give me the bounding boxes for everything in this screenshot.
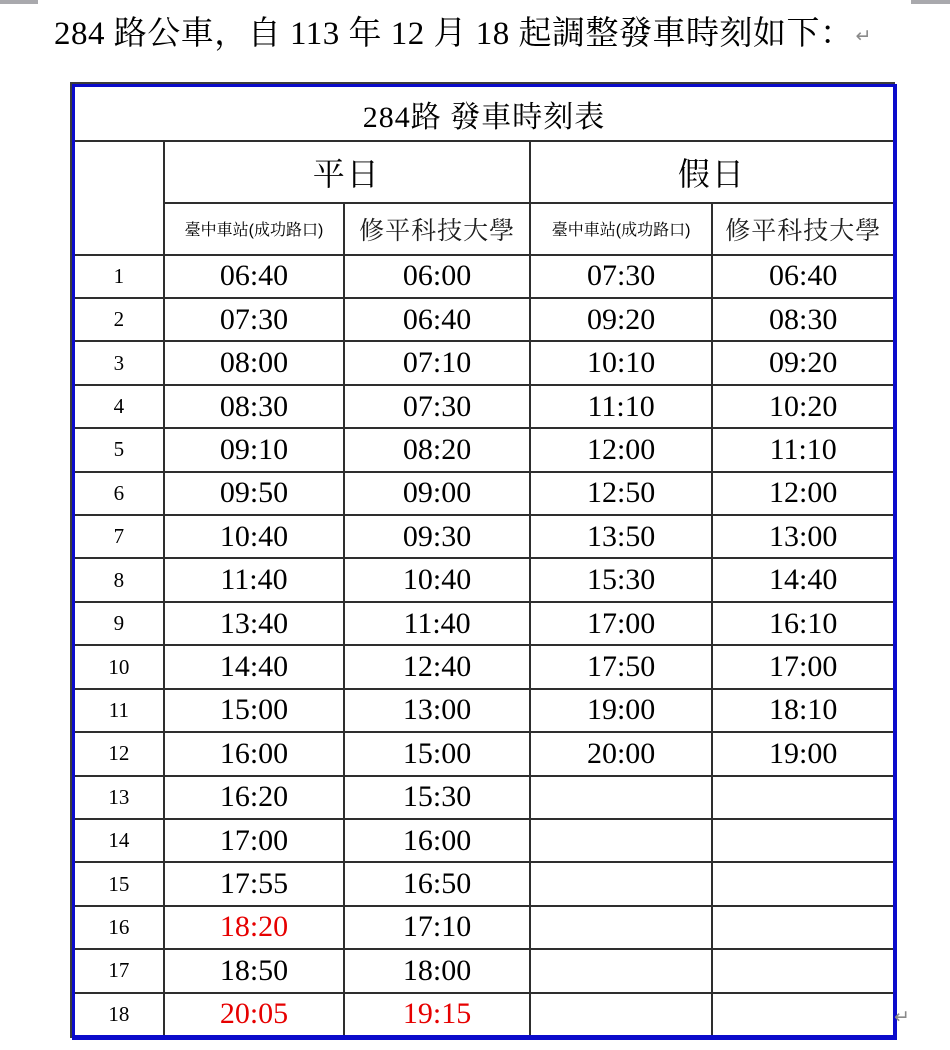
time-cell: 13:00: [344, 689, 530, 732]
time-cell: 09:30: [344, 515, 530, 558]
time-cell: 16:10: [712, 602, 893, 645]
holiday-group-header: 假日: [530, 141, 893, 203]
time-cell: 06:40: [164, 255, 345, 298]
time-cell: 10:10: [530, 341, 713, 384]
time-cell: 10:20: [712, 385, 893, 428]
table-row: [75, 515, 893, 558]
time-cell: 11:40: [344, 602, 530, 645]
time-cell: 18:00: [344, 949, 530, 992]
holiday-station-hust-header: 修平科技大學: [712, 203, 893, 255]
time-cell: 17:10: [344, 906, 530, 949]
time-cell: 06:40: [344, 298, 530, 341]
time-cell: 12:00: [530, 428, 713, 471]
table-row: [75, 993, 893, 1035]
time-cell: [712, 819, 893, 862]
table-row: [75, 819, 893, 862]
row-number: 18: [75, 993, 164, 1035]
time-cell: 18:20: [164, 906, 345, 949]
time-cell: [530, 993, 713, 1035]
time-cell: 07:30: [530, 255, 713, 298]
table-row: [75, 428, 893, 471]
table-row: [75, 255, 893, 298]
paragraph-return-mark-bottom: ↵: [894, 1006, 910, 1028]
window-edge-fragment-left: [0, 0, 38, 4]
time-cell: 14:40: [164, 645, 345, 688]
time-cell: 07:10: [344, 341, 530, 384]
time-cell: [530, 776, 713, 819]
time-cell: 08:00: [164, 341, 345, 384]
row-number: 10: [75, 645, 164, 688]
table-row: [75, 645, 893, 688]
time-cell: 07:30: [344, 385, 530, 428]
timetable-body: [75, 255, 893, 1035]
time-cell: [530, 819, 713, 862]
time-cell: 17:50: [530, 645, 713, 688]
time-cell: 17:55: [164, 862, 345, 905]
row-number: 16: [75, 906, 164, 949]
time-cell: 15:30: [344, 776, 530, 819]
time-cell: 19:00: [530, 689, 713, 732]
holiday-station-taichung-header: 臺中車站(成功路口): [530, 203, 713, 255]
time-cell: 16:50: [344, 862, 530, 905]
time-cell: 09:20: [712, 341, 893, 384]
time-cell: 12:40: [344, 645, 530, 688]
row-number: 8: [75, 558, 164, 601]
time-cell: 06:00: [344, 255, 530, 298]
time-cell: 16:00: [344, 819, 530, 862]
time-cell: 09:00: [344, 472, 530, 515]
time-cell: [712, 776, 893, 819]
day-group-row: [75, 141, 893, 203]
time-cell: 14:40: [712, 558, 893, 601]
time-cell: 15:00: [164, 689, 345, 732]
timetable-grid: [75, 87, 893, 1035]
time-cell: 11:10: [530, 385, 713, 428]
time-cell: [530, 906, 713, 949]
row-number: 15: [75, 862, 164, 905]
table-row: [75, 385, 893, 428]
announcement-text: [54, 12, 934, 58]
time-cell: 06:40: [712, 255, 893, 298]
time-cell: 20:05: [164, 993, 345, 1035]
table-row: [75, 602, 893, 645]
timetable: [72, 84, 897, 1040]
weekday-station-hust-header: 修平科技大學: [344, 203, 530, 255]
table-row: [75, 949, 893, 992]
time-cell: 10:40: [344, 558, 530, 601]
row-number: 3: [75, 341, 164, 384]
time-cell: 08:30: [164, 385, 345, 428]
time-cell: [712, 949, 893, 992]
timetable-title: 284路 發車時刻表: [75, 87, 893, 141]
row-number: 12: [75, 732, 164, 775]
time-cell: 13:40: [164, 602, 345, 645]
time-cell: 10:40: [164, 515, 345, 558]
table-row: [75, 558, 893, 601]
time-cell: [530, 862, 713, 905]
time-cell: 17:00: [164, 819, 345, 862]
time-cell: 17:00: [530, 602, 713, 645]
weekday-group-header: 平日: [164, 141, 530, 203]
row-number: 7: [75, 515, 164, 558]
time-cell: [712, 993, 893, 1035]
time-cell: 09:10: [164, 428, 345, 471]
row-number: 13: [75, 776, 164, 819]
row-number: 6: [75, 472, 164, 515]
time-cell: 19:00: [712, 732, 893, 775]
time-cell: 13:50: [530, 515, 713, 558]
row-number: 2: [75, 298, 164, 341]
time-cell: [712, 862, 893, 905]
row-number: 4: [75, 385, 164, 428]
time-cell: [712, 906, 893, 949]
time-cell: 13:00: [712, 515, 893, 558]
table-row: [75, 298, 893, 341]
time-cell: 18:10: [712, 689, 893, 732]
time-cell: 12:00: [712, 472, 893, 515]
timetable-title-row: [75, 87, 893, 141]
row-number: 9: [75, 602, 164, 645]
time-cell: 12:50: [530, 472, 713, 515]
row-number: 14: [75, 819, 164, 862]
time-cell: 09:20: [530, 298, 713, 341]
row-number: 5: [75, 428, 164, 471]
time-cell: [530, 949, 713, 992]
corner-cell: [75, 141, 164, 254]
time-cell: 08:30: [712, 298, 893, 341]
time-cell: 16:00: [164, 732, 345, 775]
row-number: 1: [75, 255, 164, 298]
station-header-row: [75, 203, 893, 255]
table-row: [75, 472, 893, 515]
table-row: [75, 862, 893, 905]
table-row: [75, 776, 893, 819]
time-cell: 08:20: [344, 428, 530, 471]
time-cell: 17:00: [712, 645, 893, 688]
table-row: [75, 732, 893, 775]
announcement-text-content: 284 路公車，自 113 年 12 月 18 起調整發車時刻如下：: [54, 16, 854, 52]
table-row: [75, 341, 893, 384]
time-cell: 09:50: [164, 472, 345, 515]
time-cell: 11:40: [164, 558, 345, 601]
time-cell: 07:30: [164, 298, 345, 341]
time-cell: 16:20: [164, 776, 345, 819]
time-cell: 15:00: [344, 732, 530, 775]
paragraph-return-mark: ↵: [855, 25, 872, 47]
time-cell: 20:00: [530, 732, 713, 775]
weekday-station-taichung-header: 臺中車站(成功路口): [164, 203, 345, 255]
table-row: [75, 689, 893, 732]
row-number: 11: [75, 689, 164, 732]
time-cell: 11:10: [712, 428, 893, 471]
time-cell: 19:15: [344, 993, 530, 1035]
time-cell: 18:50: [164, 949, 345, 992]
window-edge-fragment-right: [911, 0, 950, 4]
table-row: [75, 906, 893, 949]
row-number: 17: [75, 949, 164, 992]
time-cell: 15:30: [530, 558, 713, 601]
